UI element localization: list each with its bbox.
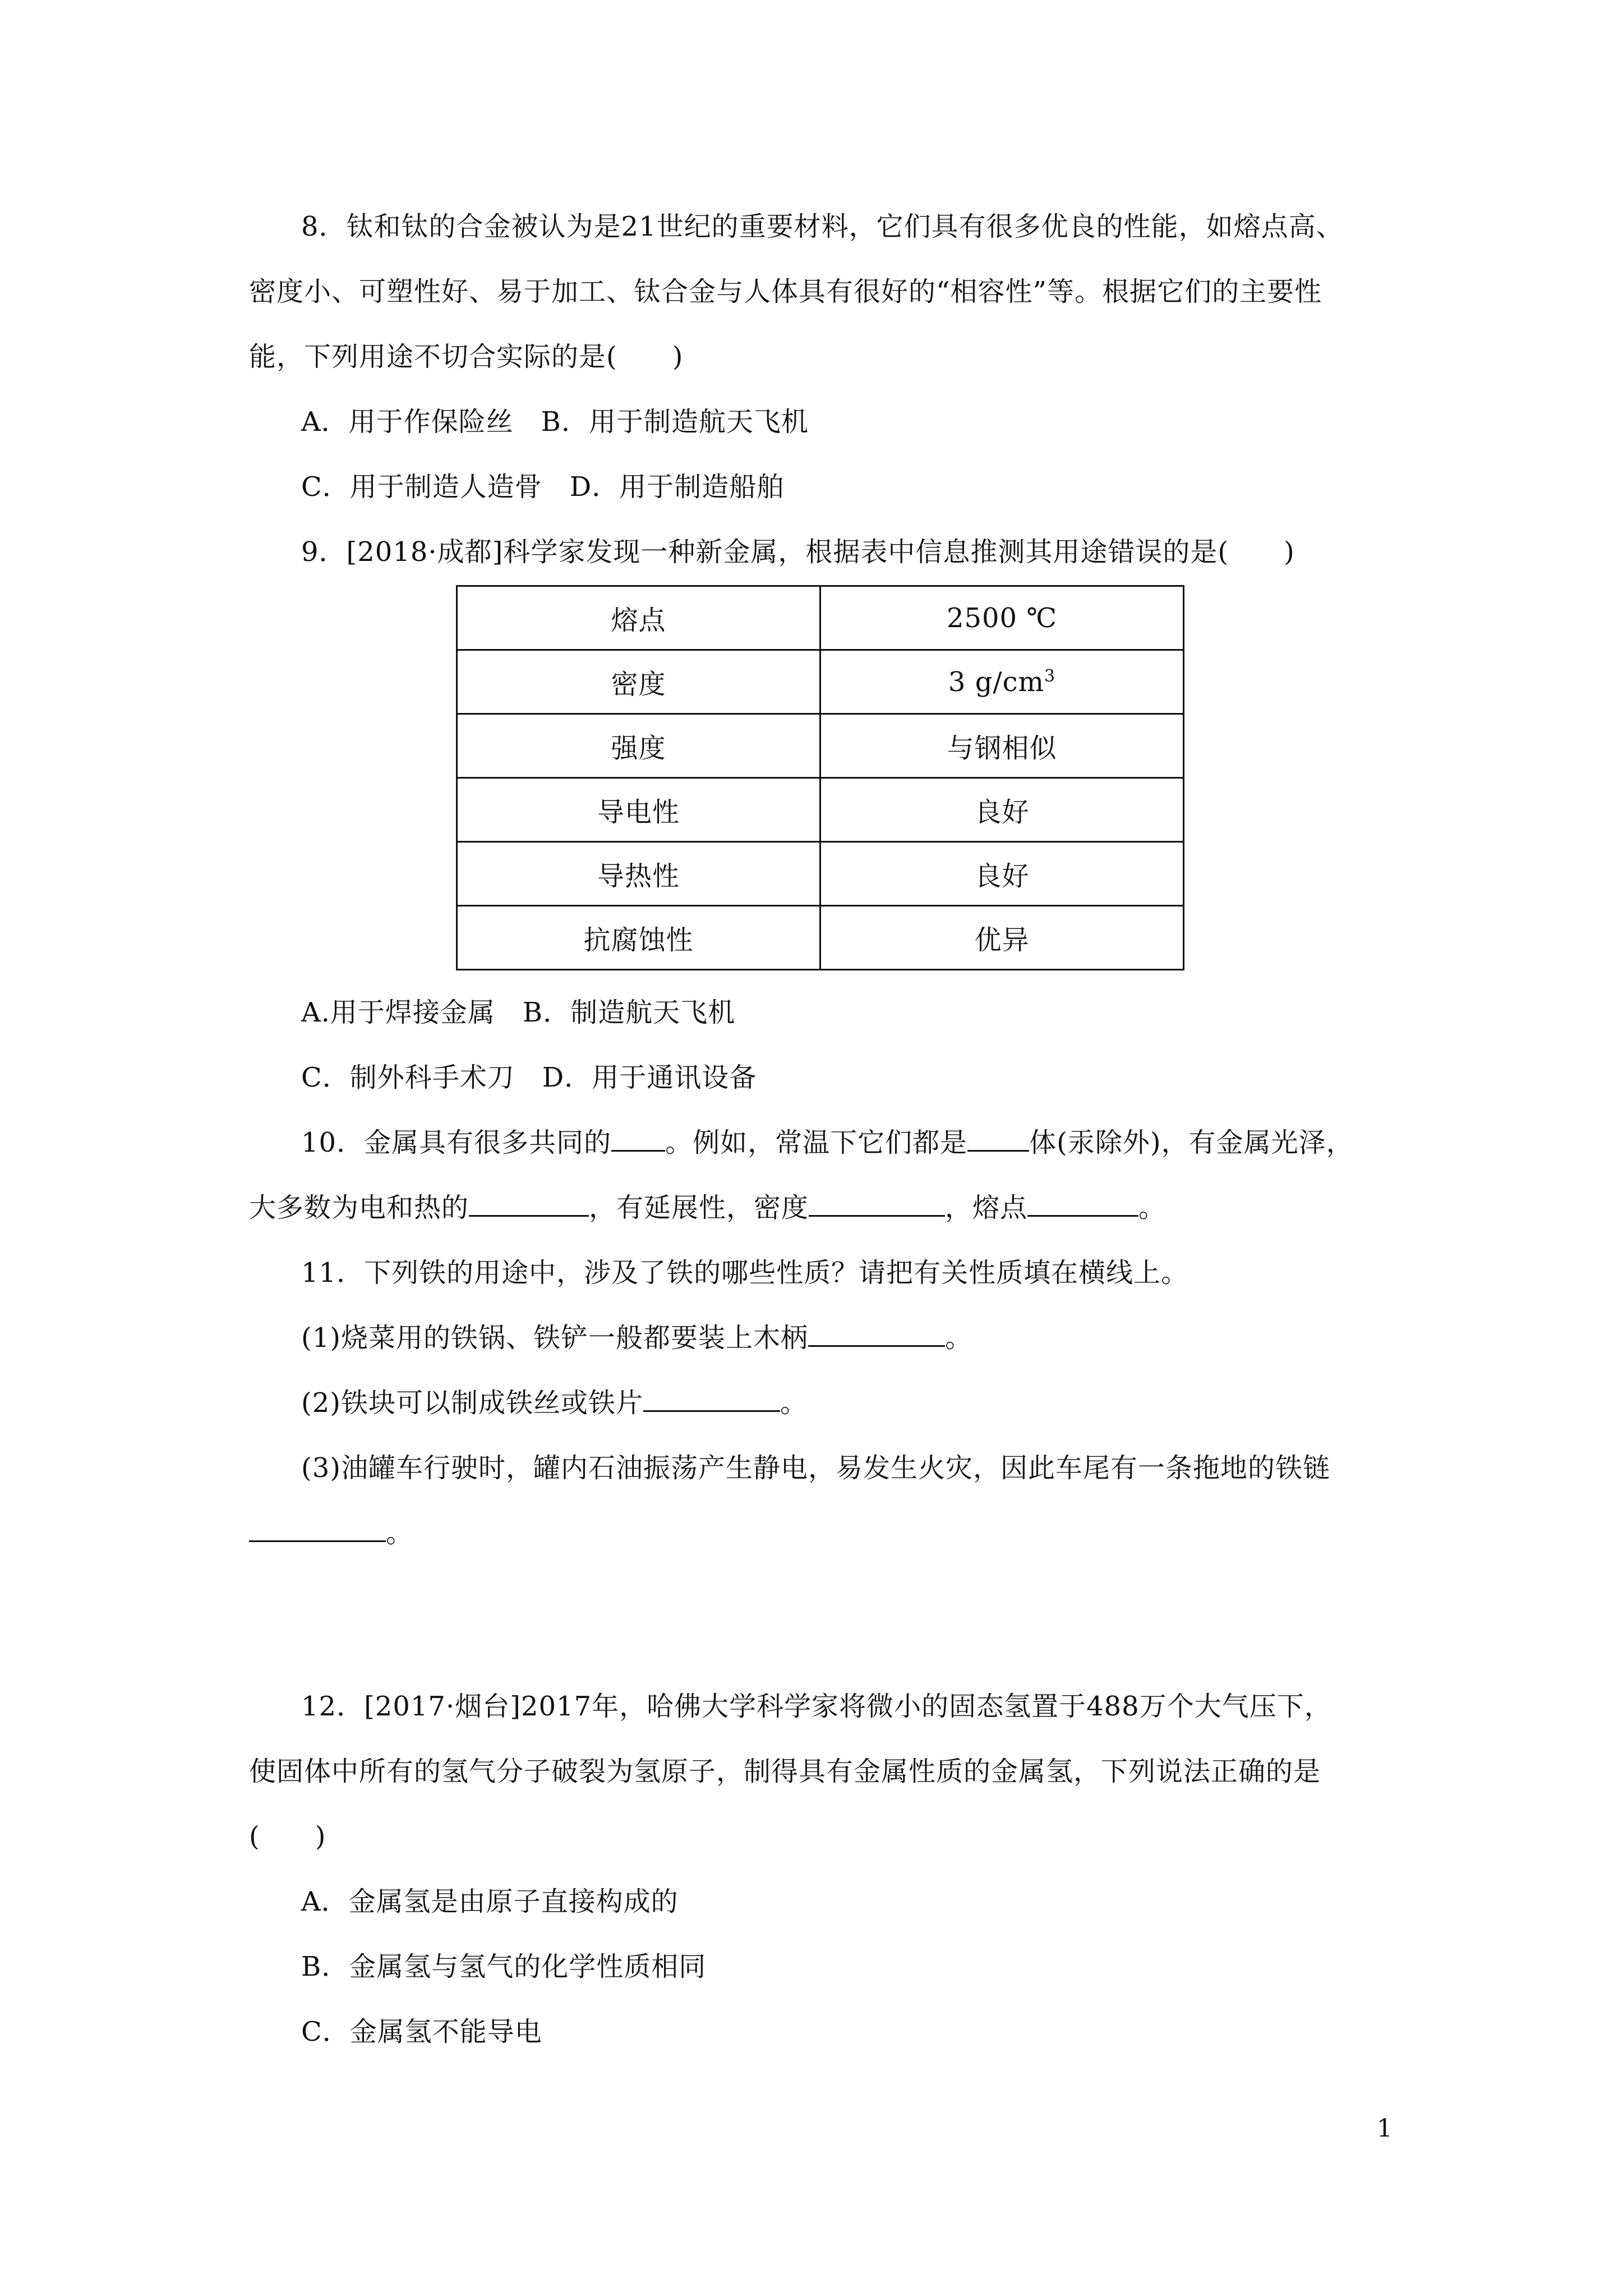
- table-row: [457, 778, 1184, 842]
- table-row: [457, 906, 1184, 970]
- q11-item1-text: (1)烧菜用的铁锅、铁铲一般都要装上木柄: [301, 1322, 808, 1354]
- q8-options-ab: A．用于作保险丝 B．用于制造航天飞机: [301, 406, 809, 438]
- answer-blank[interactable]: [611, 1128, 665, 1152]
- value-cell: 良好: [820, 842, 1184, 906]
- q10-text-3: 体(汞除外)，有金属光泽，: [1029, 1127, 1354, 1158]
- density-exponent: 3: [1044, 666, 1056, 686]
- q10-text-7: 。: [1138, 1192, 1166, 1223]
- q9-options-cd: C．制外科手术刀 D．用于通讯设备: [301, 1062, 757, 1093]
- value-cell: [820, 650, 1184, 714]
- q11-item3-answer-line: [249, 1516, 413, 1550]
- table-row: [457, 650, 1184, 714]
- property-cell: 导电性: [457, 778, 820, 842]
- property-cell: 导热性: [457, 842, 820, 906]
- q10-text-6: ，熔点: [945, 1192, 1028, 1223]
- value-cell: 良好: [820, 778, 1184, 842]
- q9-stem: 9．[2018·成都]科学家发现一种新金属，根据表中信息推测其用途错误的是( ): [301, 536, 1295, 568]
- q11-stem: 11．下列铁的用途中，涉及了铁的哪些性质？请把有关性质填在横线上。: [301, 1257, 1189, 1289]
- q12-stem-line1: 12．[2017·烟台]2017年，哈佛大学科学家将微小的固态氢置于488万个大气压下，: [301, 1691, 1332, 1722]
- q11-item2-text: (2)铁块可以制成铁丝或铁片: [301, 1387, 643, 1419]
- q11-item3: (3)油罐车行驶时，罐内石油振荡产生静电，易发生火灾，因此车尾有一条拖地的铁链: [301, 1452, 1330, 1484]
- page-number: 1: [1377, 2114, 1393, 2143]
- answer-blank[interactable]: [249, 1518, 386, 1542]
- answer-blank[interactable]: [809, 1193, 945, 1217]
- q11-item1: [301, 1321, 972, 1355]
- q11-item2: [301, 1386, 808, 1420]
- q10-text-4: 大多数为电和热的: [249, 1192, 469, 1223]
- q8-stem-line3: 能，下列用途不切合实际的是( ): [249, 341, 684, 372]
- answer-blank[interactable]: [469, 1193, 589, 1217]
- density-value: 3 g/cm: [948, 666, 1044, 698]
- answer-blank[interactable]: [967, 1128, 1029, 1152]
- property-cell: 抗腐蚀性: [457, 906, 820, 970]
- q12-option-a: A．金属氢是由原子直接构成的: [301, 1886, 679, 1917]
- table-row: [457, 842, 1184, 906]
- value-cell: 2500 ℃: [820, 586, 1184, 650]
- value-cell: 与钢相似: [820, 714, 1184, 778]
- q12-option-c: C．金属氢不能导电: [301, 2016, 542, 2047]
- q8-stem-line1: 8．钛和钛的合金被认为是21世纪的重要材料，它们具有很多优良的性能，如熔点高、: [301, 211, 1344, 242]
- property-cell: 密度: [457, 650, 820, 714]
- q10-line1: [301, 1126, 1354, 1159]
- property-cell: 熔点: [457, 586, 820, 650]
- property-cell: 强度: [457, 714, 820, 778]
- table-row: [457, 714, 1184, 778]
- q12-stem-line2: 使固体中所有的氢气分子破裂为氢原子，制得具有金属性质的金属氢，下列说法正确的是: [249, 1756, 1321, 1787]
- q10-text-1: 10．金属具有很多共同的: [301, 1127, 612, 1158]
- q11-item2-end: 。: [780, 1387, 808, 1419]
- table-row: [457, 586, 1184, 650]
- q8-options-cd: C．用于制造人造骨 D．用于制造船舶: [301, 471, 785, 503]
- q10-line2: [249, 1191, 1166, 1225]
- q8-stem-line2: 密度小、可塑性好、易于加工、钛合金与人体具有很好的“相容性”等。根据它们的主要性: [249, 276, 1322, 307]
- q12-option-b: B．金属氢与氢气的化学性质相同: [301, 1951, 707, 1982]
- answer-blank[interactable]: [643, 1388, 780, 1412]
- q11-item3-end: 。: [386, 1517, 414, 1549]
- value-cell: 优异: [820, 906, 1184, 970]
- q10-text-2: 。例如，常温下它们都是: [665, 1127, 968, 1158]
- metal-properties-table: [456, 585, 1184, 970]
- q12-answer-paren: ( ): [249, 1821, 326, 1852]
- q9-options-ab: A.用于焊接金属 B．制造航天飞机: [301, 997, 736, 1028]
- answer-blank[interactable]: [808, 1323, 945, 1347]
- q10-text-5: ，有延展性，密度: [589, 1192, 809, 1223]
- answer-blank[interactable]: [1027, 1193, 1138, 1217]
- q11-item1-end: 。: [945, 1322, 973, 1354]
